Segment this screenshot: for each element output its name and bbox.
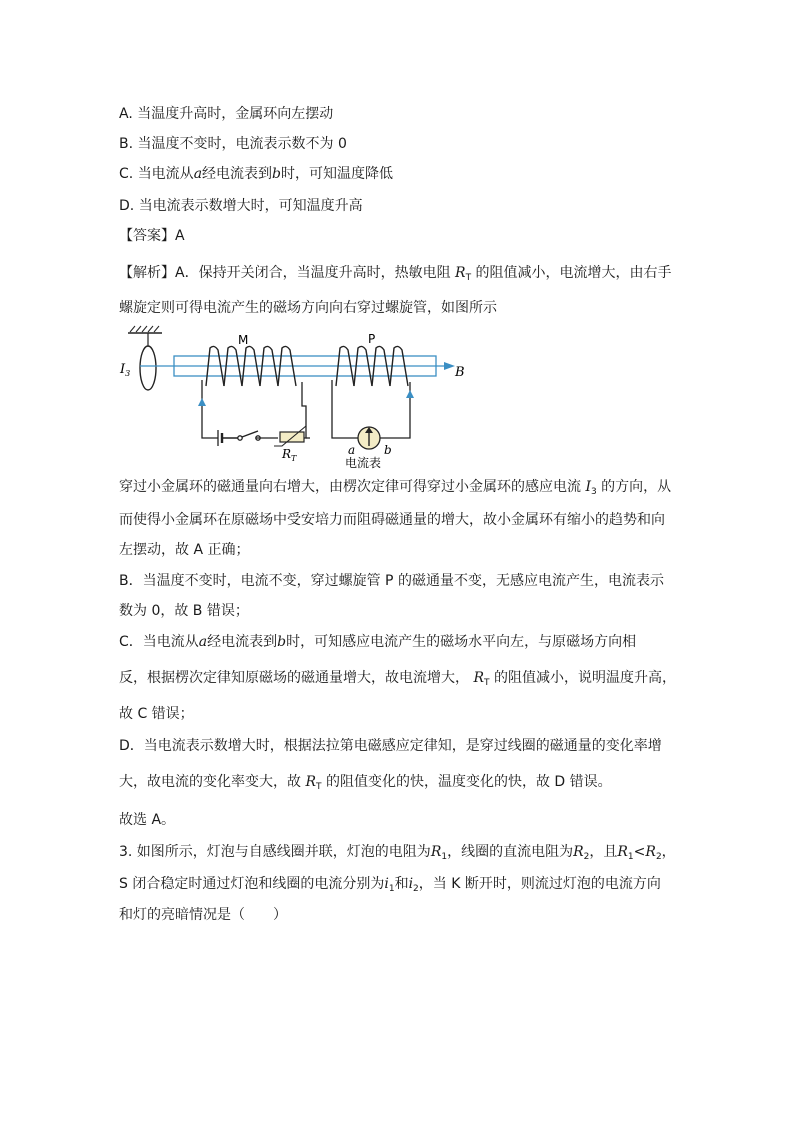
analysis-line-9: 反，根据楞次定律知原磁场的磁通量增大，故电流增大， $R_T$ 的阻值减小，说明温度升高，	[119, 670, 676, 688]
switch-icon	[238, 431, 260, 440]
analysis-line-2: 螺旋定则可得电流产生的磁场方向向右穿过螺旋管，如图所示	[119, 300, 497, 316]
ceiling-hatch	[130, 326, 159, 332]
option-a: A. 当温度升高时，金属环向左摆动	[119, 106, 334, 122]
thermistor-label: $R_T$	[282, 447, 297, 463]
field-arrow-icon	[444, 362, 455, 370]
question-3-line-2: S 闭合稳定时通过灯泡和线圈的电流分别为$i_1$和$i_2$，当 K 断开时，则流过灯泡的电流方向	[119, 876, 661, 894]
coil-p-label: P	[368, 332, 376, 346]
option-d: D. 当电流表示数增大时，可知温度升高	[119, 198, 363, 214]
answer-line: 【答案】A	[119, 228, 185, 244]
analysis-line-5: 左摆动，故 A 正确；	[119, 542, 250, 558]
analysis-line-6: B．当温度不变时，电流不变，穿过螺旋管 P 的磁通量不变，无感应电流产生，电流表示	[119, 573, 664, 589]
analysis-line-8: C．当电流从a经电流表到b时，可知感应电流产生的磁场水平向左，与原磁场方向相	[119, 634, 637, 650]
left-circuit-wire	[202, 380, 310, 438]
coil-m-label: M	[238, 333, 249, 347]
metal-ring	[140, 346, 156, 390]
i3-label: $I_3$	[120, 362, 131, 378]
field-b-label: B	[455, 365, 465, 380]
solenoid-circuit-diagram	[110, 322, 480, 472]
analysis-line-1: 【解析】A．保持开关闭合，当温度升高时，热敏电阻 $R_T$ 的阻值减小，电流增大，由右手	[119, 265, 672, 283]
analysis-line-7: 数为 0，故 B 错误；	[119, 603, 249, 619]
right-circuit-wire-left	[332, 380, 358, 438]
question-3-line-1: 3. 如图所示，灯泡与自感线圈并联，灯泡的电阻为$R_1$，线圈的直流电阻为$R_2$，且$R_1<R_2$，	[119, 844, 676, 862]
analysis-line-3: 穿过小金属环的磁通量向右增大，由楞次定律可得穿过小金属环的感应电流 $I_3$ 的方向，从	[119, 479, 672, 497]
analysis-line-11: D．当电流表示数增大时，根据法拉第电磁感应定律知，是穿过线圈的磁通量的变化率增	[119, 738, 662, 754]
ammeter-terminal-b: b	[384, 443, 392, 457]
battery-icon	[218, 430, 238, 446]
ammeter-label: 电流表	[345, 456, 382, 470]
right-current-arrow-icon	[406, 390, 414, 398]
analysis-line-12: 大，故电流的变化率变大，故 $R_T$ 的阻值变化的快，温度变化的快，故 D 错误。	[119, 774, 612, 792]
ammeter-terminal-a: a	[348, 443, 356, 457]
analysis-line-4: 而使得小金属环在原磁场中受安培力而阻碍磁通量的增大，故小金属环有缩小的趋势和向	[119, 512, 665, 528]
question-3-line-3: 和灯的亮暗情况是（ ）	[119, 907, 287, 923]
right-circuit-wire-right	[380, 382, 410, 438]
left-circuit-return-wire	[302, 382, 306, 438]
option-b: B. 当温度不变时，电流表示数不为 0	[119, 136, 347, 152]
option-c: C. 当电流从a经电流表到b时，可知温度降低	[119, 166, 394, 182]
analysis-line-10: 故 C 错误；	[119, 706, 194, 722]
analysis-line-13: 故选 A。	[119, 812, 176, 828]
left-current-arrow-icon	[198, 398, 206, 406]
